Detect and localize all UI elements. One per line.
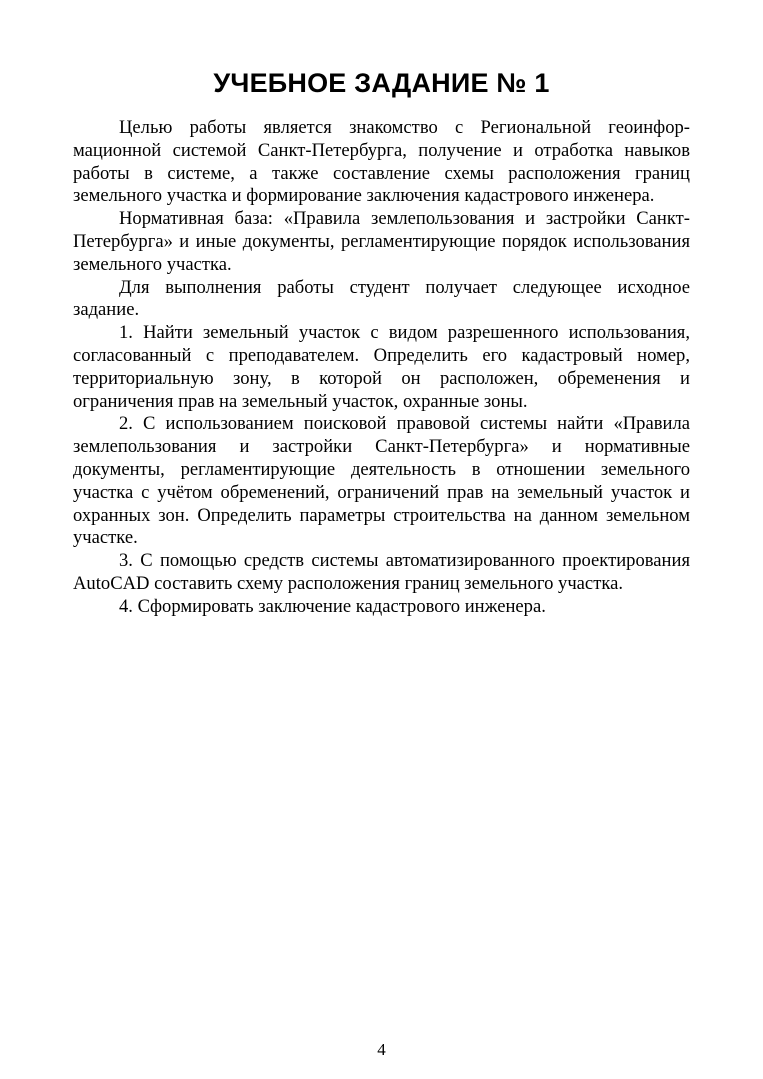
paragraph-task-4: 4. Сформировать заключение кадастрового инженера. [119,595,546,617]
body-text [73,117,690,619]
paragraph-goal: Целью работы является знакомство с Региональной геоинформационной системой Санкт-Петербурга, получение и отработка навыков работы в системе, а также составление схемы расположения границ земельного участка и формирование заключения кадастрового инженера. [73,117,690,207]
paragraph-task-intro: Для выполнения работы студент получает следующее исходное задание. [73,276,690,321]
paragraph-normative-base: Нормативная база: «Правила землепользования и застройки Санкт-Петербурга» и иные документы, регламентирующие порядок использования земельного участка. [73,208,690,275]
page-number: 4 [377,1040,386,1059]
paragraph-task-3: 3. С помощью средств системы автоматизированного проектирования AutoCAD составить схему расположения границ земельного участка. [73,550,690,594]
paragraph-task-1: 1. Найти земельный участок с видом разрешенного использования, согласованный с преподавателем. Определить его кадастровый номер, территориальную зону, в которой он расположен, обременения и ограничения прав на земельный участок, охранные зоны. [73,322,690,412]
paragraph-task-2: 2. С использованием поисковой правовой системы найти «Правила землепользования и застройки Санкт-Петербурга» и нормативные документы, регламентирующие деятельность в отношении земельного участка с учётом обременений, ограничений прав на земельный участок и охранных зон. Определить параметры строительства на данном земельном участке. [73,413,690,549]
page-title: УЧЕБНОЕ ЗАДАНИЕ № 1 [213,68,550,98]
